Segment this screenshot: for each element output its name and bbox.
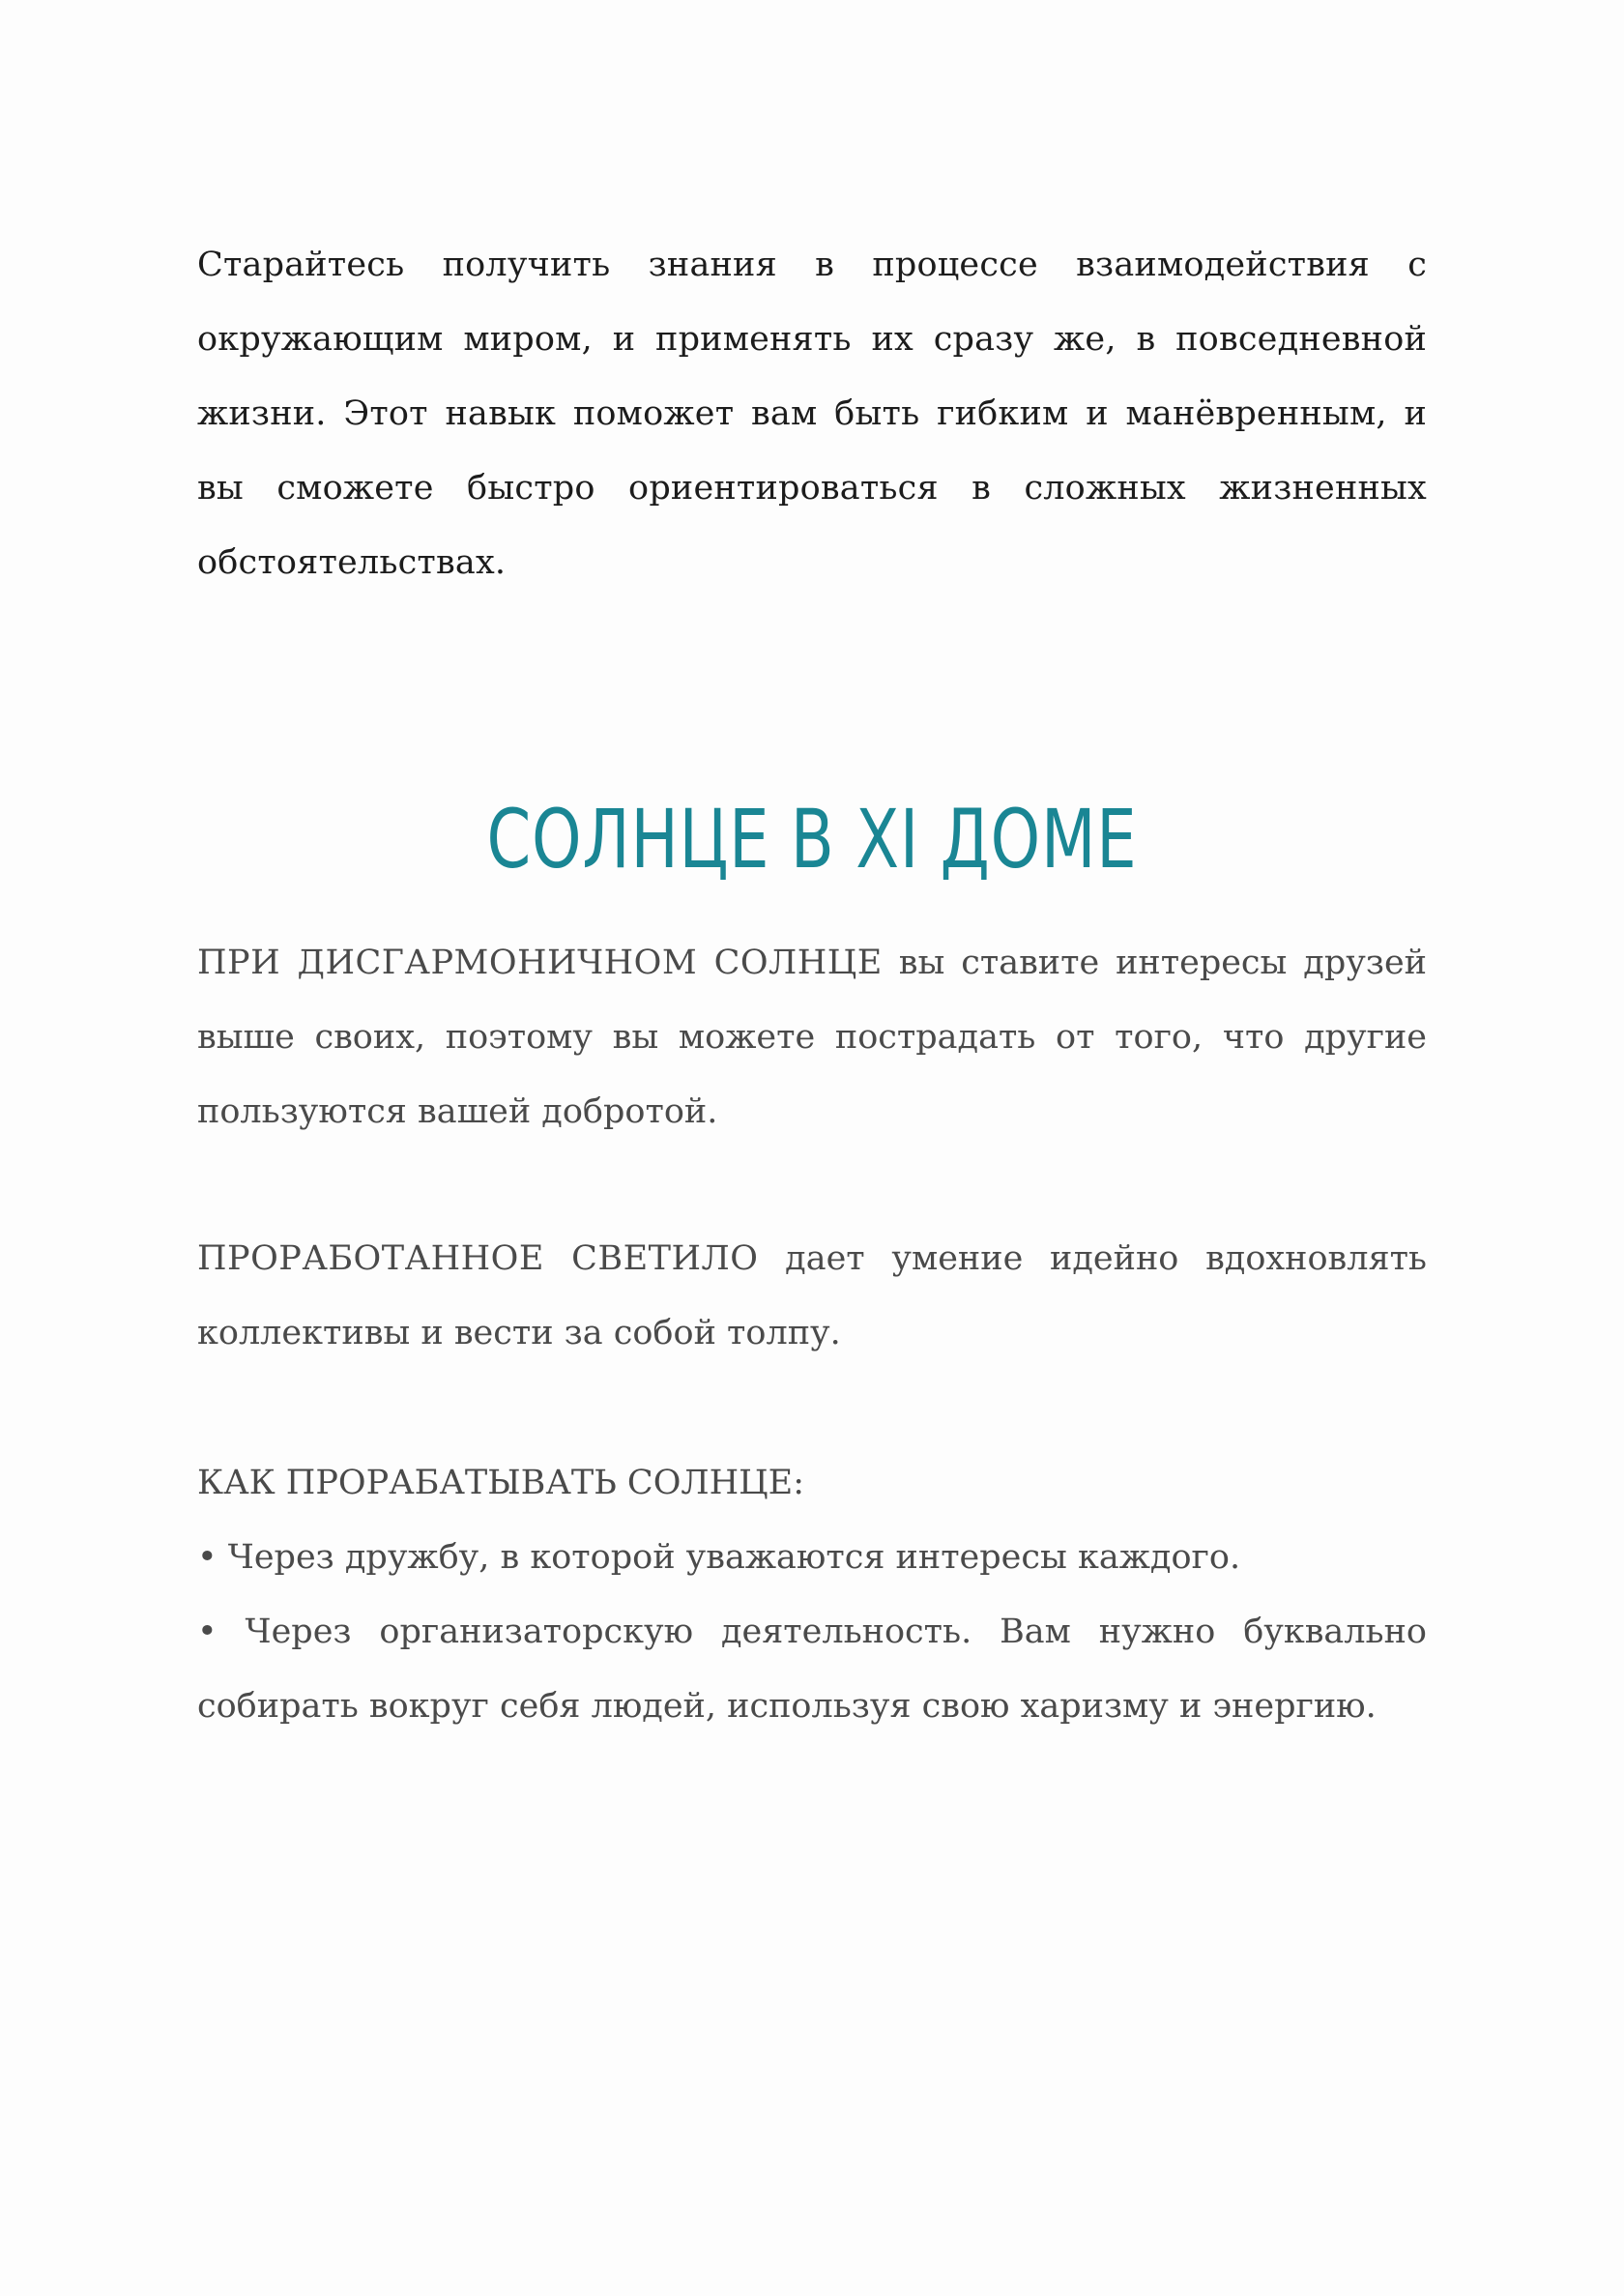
intro-paragraph: Старайтесь получить знания в процессе взаимодействия с окружающим миром, и применять их сразу же, в повседневной жизни. Этот навык поможет вам быть гибким и манёвренным, и вы сможете быстро ориентироваться в сложных жизненных обстоятельствах.: [197, 246, 1427, 582]
disharmonic-sun-text: вы ставите интересы друзей выше своих, поэтому вы можете пострадать от того, что другие пользуются вашей добротой.: [197, 944, 1427, 1131]
disharmonic-sun-paragraph: [197, 926, 1427, 1149]
section-heading: СОЛНЦЕ В XI ДОМЕ: [486, 792, 1138, 886]
worked-out-luminary-text: дает умение идейно вдохновлять коллективы и вести за собой толпу.: [197, 1239, 1427, 1352]
worked-out-luminary-paragraph: [197, 1222, 1427, 1371]
disharmonic-sun-lead: ПРИ ДИСГАРМОНИЧНОМ СОЛНЦЕ: [197, 944, 883, 982]
bullet-item: • Через организаторскую деятельность. Вам нужно буквально собирать вокруг себя людей, используя свою харизму и энергию.: [197, 1613, 1427, 1726]
how-to-work-section: [197, 1446, 1427, 1744]
worked-out-luminary-lead: ПРОРАБОТАННОЕ СВЕТИЛО: [197, 1239, 759, 1278]
how-to-work-title: КАК ПРОРАБАТЫВАТЬ СОЛНЦЕ:: [197, 1464, 804, 1502]
bullet-item: • Через дружбу, в которой уважаются интересы каждого.: [197, 1538, 1241, 1577]
